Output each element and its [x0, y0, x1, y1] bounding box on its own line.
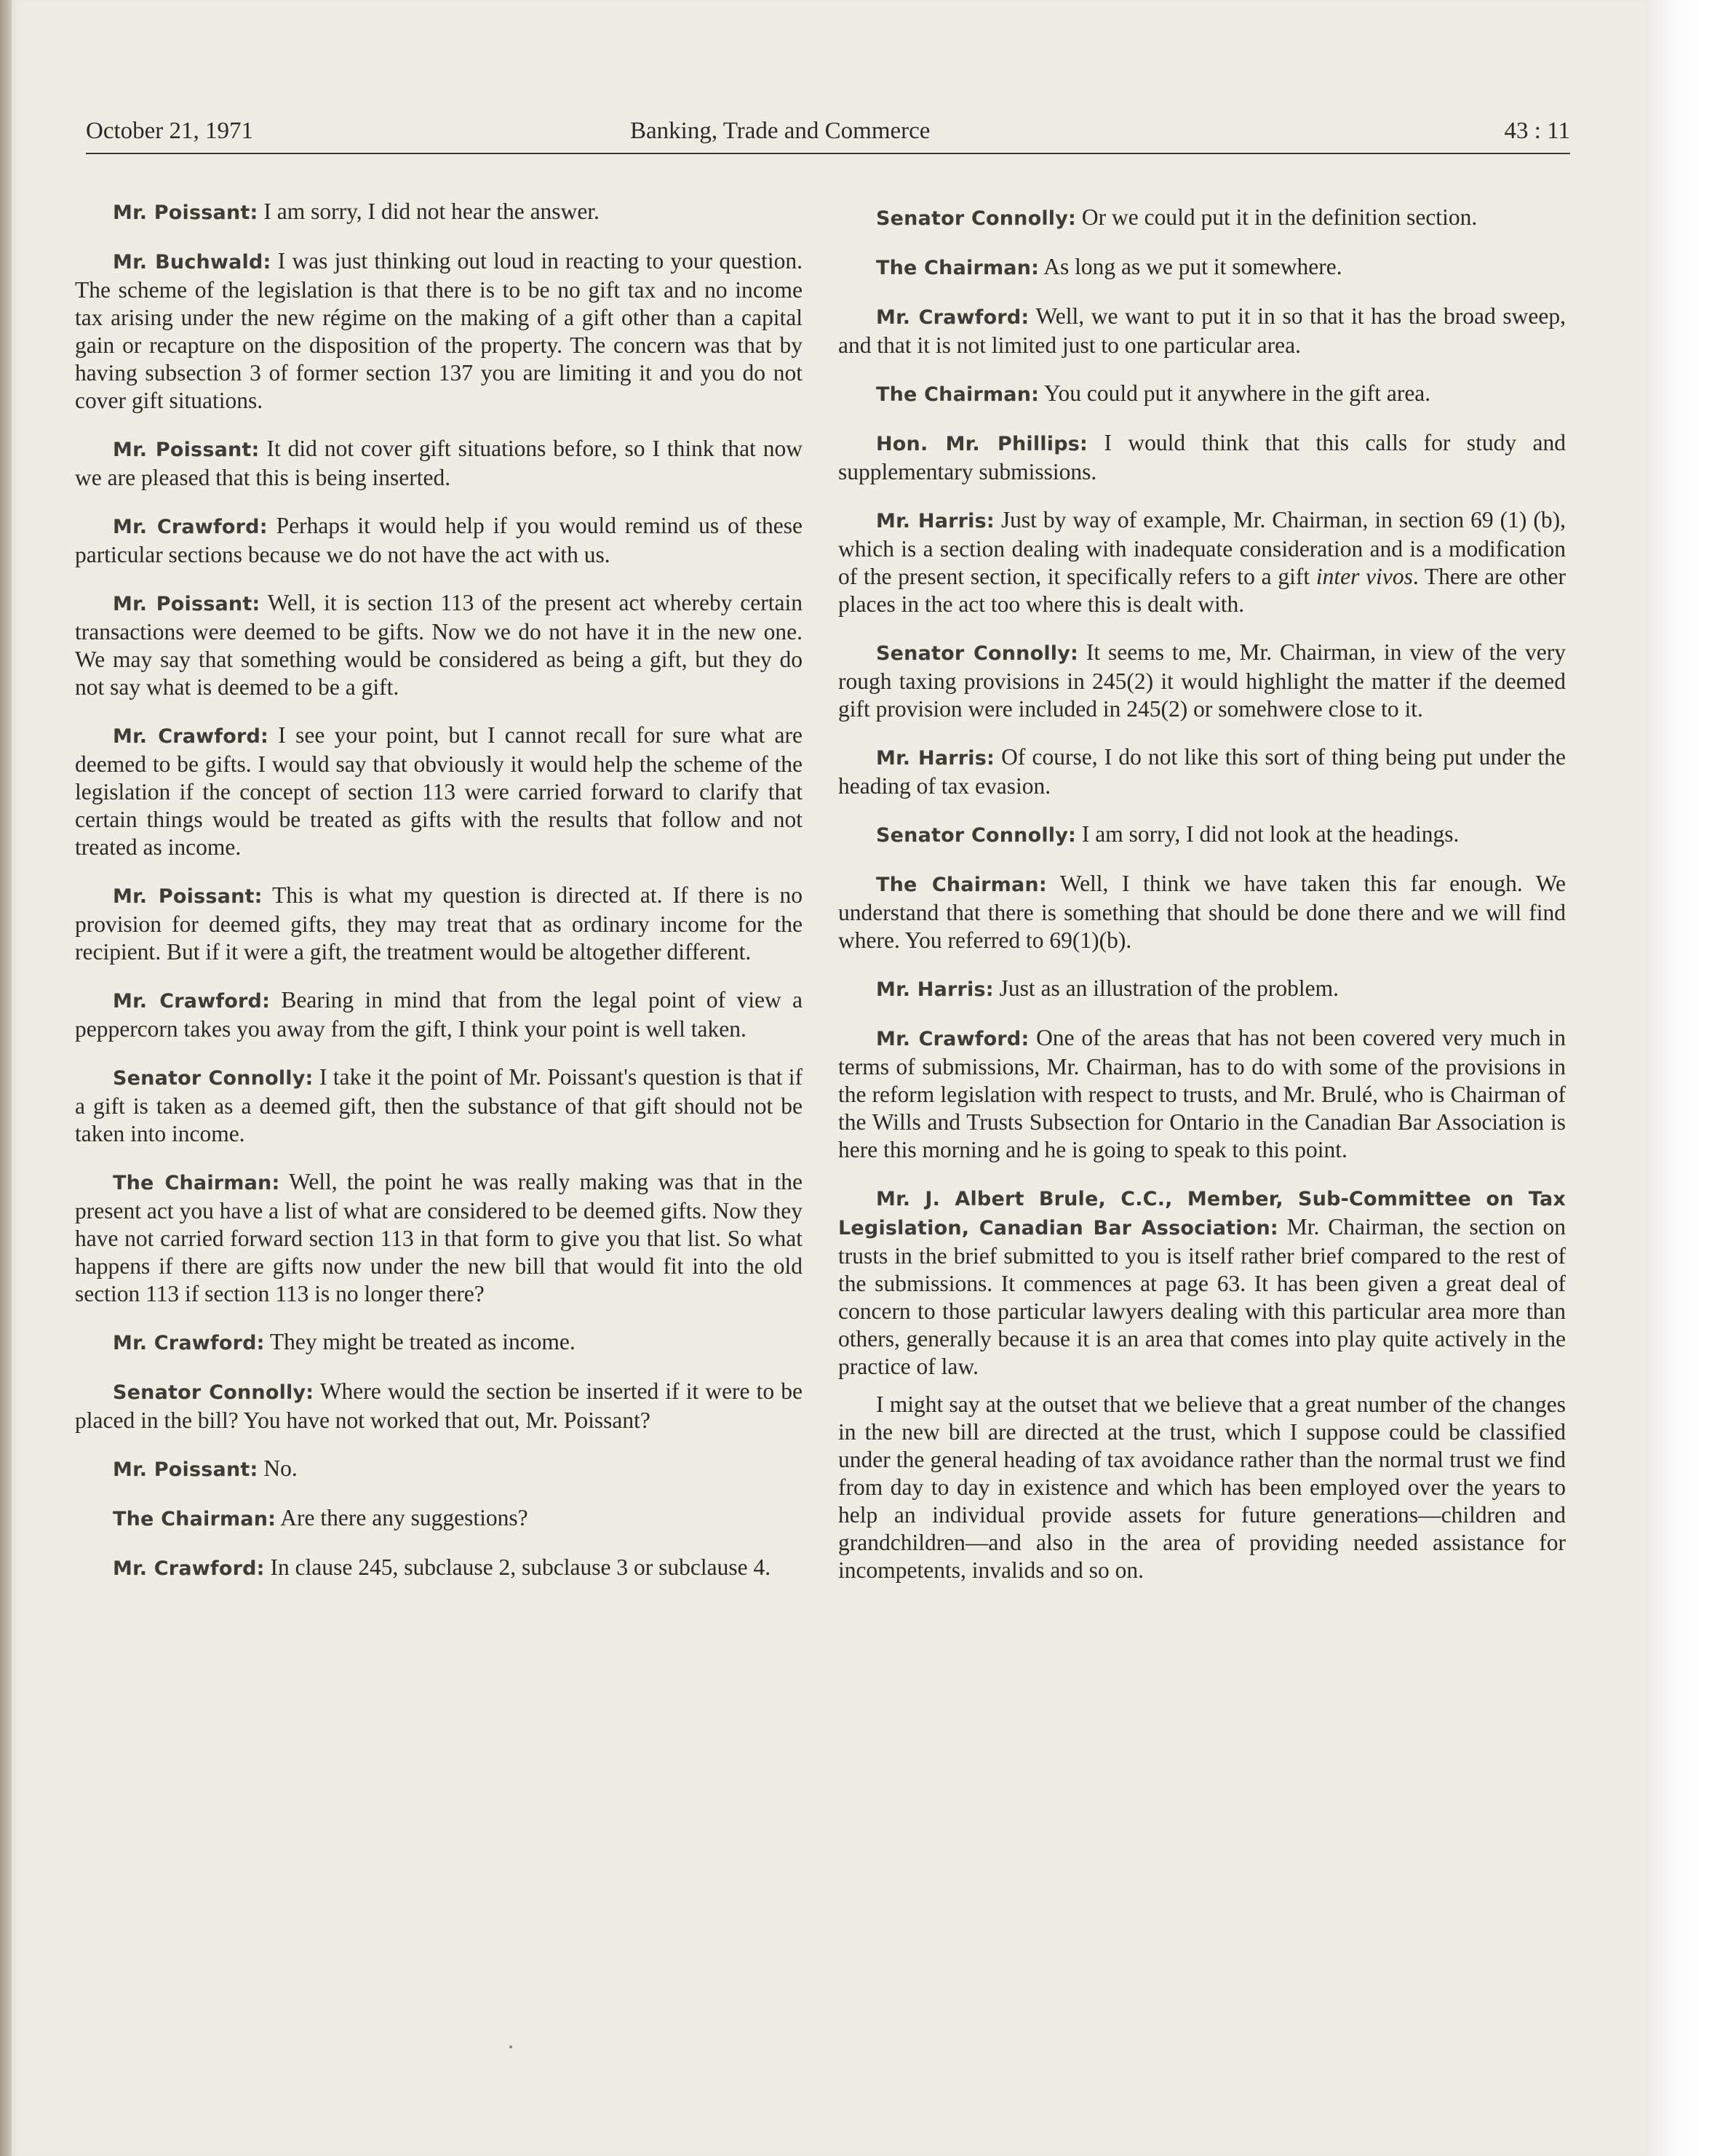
paragraph-text: One of the areas that has not been covered very much in terms of submissions, Mr. Chairman, has to do with some of the provisions in the reform legislation with respect to trusts, and Mr. Brulé, who is Chairman of the Wills and Trusts Subsection for Ontario in the Canadian Bar Association is here this morning and he is going to speak to this point. — [838, 1025, 1566, 1162]
speaker-name: Mr. Poissant: — [113, 439, 260, 461]
speaker-name: Senator Connolly: — [876, 642, 1079, 665]
paragraph — [75, 1455, 803, 1484]
page-margin — [1646, 0, 1712, 2156]
left-column — [75, 198, 803, 1603]
paragraph-text: I was just thinking out loud in reacting to your question. The scheme of the legislation is that there is to be no gift tax and no income tax arising under the new régime on the making of a gift other than a capital gain or recapture on the disposition of the property. The concern was that by having subsection 3 of former section 137 you are limiting it and you do not cover gift situations. — [75, 248, 803, 413]
italic-phrase: inter vivos — [1315, 564, 1413, 589]
paragraph-text: Just as an illustration of the problem. — [993, 975, 1339, 1001]
paragraph-text: Well, I think we have taken this far enough. We understand that there is something that should be done there and we will find where. You referred to 69(1)(b). — [838, 871, 1566, 953]
header-page-number: 43 : 11 — [1504, 118, 1570, 144]
speaker-name: The Chairman: — [113, 1172, 280, 1194]
paragraph-text: Where would the section be inserted if it were to be placed in the bill? You have not worked that out, Mr. Poissant? — [75, 1378, 803, 1433]
speaker-name: Hon. Mr. Phillips: — [876, 433, 1088, 455]
book-binding-edge — [0, 0, 12, 2156]
paragraph — [838, 303, 1566, 359]
speaker-name: The Chairman: — [876, 257, 1040, 279]
speaker-name: Mr. Harris: — [876, 747, 995, 770]
paragraph — [838, 380, 1566, 409]
paragraph-text: . There are other places in the act too where this is dealt with. — [838, 564, 1566, 617]
paragraph-text: In clause 245, subclause 2, subclause 3 or subclause 4. — [264, 1554, 771, 1580]
paragraph — [75, 882, 803, 966]
paragraph — [838, 1024, 1566, 1164]
speaker-name: Mr. Poissant: — [113, 885, 263, 908]
paragraph — [838, 639, 1566, 723]
paragraph — [838, 429, 1566, 486]
running-header — [86, 118, 1570, 156]
speaker-name: Mr. Crawford: — [113, 516, 268, 538]
speaker-name: The Chairman: — [113, 1508, 276, 1530]
paragraph-text: I am sorry, I did not hear the answer. — [258, 199, 600, 224]
speaker-name: Mr. Crawford: — [113, 990, 271, 1013]
speaker-name: Senator Connolly: — [113, 1067, 314, 1090]
paragraph-text: Just by way of example, Mr. Chairman, in section 69 (1) (b), which is a section dealing with inadequate consideration and is a modification of the present section, it specifically refers to a gift — [838, 507, 1566, 589]
paragraph-text: Perhaps it would help if you would remind us of these particular sections because we do not have the act with us. — [75, 513, 803, 567]
speaker-name: Mr. Crawford: — [113, 1557, 265, 1580]
paragraph — [75, 198, 803, 227]
paragraph — [75, 1063, 803, 1148]
speaker-name: Mr. Crawford: — [113, 725, 269, 748]
speaker-name: Mr. Harris: — [876, 978, 994, 1001]
paragraph — [838, 975, 1566, 1004]
speaker-name: Mr. Crawford: — [876, 306, 1030, 329]
paragraph — [75, 1328, 803, 1357]
paragraph-text: I am sorry, I did not look at the headings. — [1076, 821, 1460, 847]
paragraph — [838, 1391, 1566, 1584]
paragraph — [75, 722, 803, 861]
paragraph — [838, 204, 1566, 233]
speaker-name: Senator Connolly: — [876, 207, 1077, 230]
speaker-name: Mr. Poissant: — [113, 201, 258, 224]
paragraph — [75, 986, 803, 1043]
paragraph — [75, 589, 803, 701]
paragraph — [75, 1168, 803, 1308]
speaker-name: Mr. Harris: — [876, 510, 995, 532]
paragraph — [838, 821, 1566, 850]
paragraph-text: I see your point, but I cannot recall for sure what are deemed to be gifts. I would say that obviously it would help the scheme of the legislation if the concept of section 113 were carried forward to clarify that certain things would be treated as gifts with the results that follow and not treated as income. — [75, 722, 803, 860]
paragraph-text: Bearing in mind that from the legal point of view a peppercorn takes you away from the gift, I think your point is well taken. — [75, 987, 803, 1042]
speaker-name: Mr. Poissant: — [113, 1458, 258, 1481]
paragraph — [75, 247, 803, 415]
speaker-name: The Chairman: — [876, 874, 1047, 896]
paragraph-text: As long as we put it somewhere. — [1039, 254, 1342, 279]
paragraph — [838, 743, 1566, 800]
paragraph-text: I might say at the outset that we believe that a great number of the changes in the new bill are directed at the trust, which I suppose could be classified under the general heading of tax avoidance rather than the normal trust we find from day to day in existence and which has been employed over the years to help an individual provide assets for future generations—children and grandchildren—and also in the area of providing needed assistance for incompetents, invalids and so on. — [838, 1392, 1566, 1583]
speaker-name: Mr. Buchwald: — [113, 251, 271, 274]
paragraph — [75, 1378, 803, 1434]
speaker-name: Mr. Crawford: — [876, 1028, 1030, 1050]
paragraph-text: I would think that this calls for study and supplementary submissions. — [838, 430, 1566, 484]
speaker-name: Mr. Crawford: — [113, 1332, 265, 1354]
paragraph-text: Mr. Chairman, the section on trusts in the brief submitted to you is itself rather brief compared to the rest of the submissions. It commences at page 63. It has been given a great deal of concern to those particular lawyers dealing with this particular area more than others, generally because it is an area that comes into play quite actively in the practice of law. — [838, 1214, 1566, 1379]
paragraph-text: Well, we want to put it in so that it has the broad sweep, and that it is not limited just to one particular area. — [838, 303, 1566, 358]
paragraph — [838, 506, 1566, 618]
paragraph-text: It did not cover gift situations before, so I think that now we are pleased that this is being inserted. — [75, 436, 803, 490]
paragraph-text: No. — [258, 1456, 298, 1481]
paragraph — [838, 253, 1566, 282]
right-column — [838, 204, 1566, 1605]
paragraph-text: I take it the point of Mr. Poissant's question is that if a gift is taken as a deemed gift, then the substance of that gift should not be taken into income. — [75, 1064, 803, 1146]
header-title: Banking, Trade and Commerce — [630, 118, 931, 144]
paragraph — [75, 1504, 803, 1533]
paragraph — [75, 1554, 803, 1583]
speaker-name: Mr. Poissant: — [113, 593, 260, 615]
paragraph-text: This is what my question is directed at. If there is no provision for deemed gifts, they may treat that as ordinary income for the recipient. But if it were a gift, the treatment would be altogether different. — [75, 882, 803, 965]
header-date: October 21, 1971 — [86, 118, 254, 144]
paragraph-text: Well, the point he was really making was that in the present act you have a list of what are considered to be deemed gifts. Now they have not carried forward section 113 in that form to give you that list. So what happens if there are gifts now under the new bill that would fit into the old section 113 if section 113 is no longer there? — [75, 1169, 803, 1306]
header-rule — [86, 153, 1570, 154]
paragraph-text: Of course, I do not like this sort of thing being put under the heading of tax evasion. — [838, 744, 1566, 799]
paragraph-text: They might be treated as income. — [264, 1329, 576, 1354]
paragraph-text: Are there any suggestions? — [276, 1505, 528, 1530]
paragraph — [75, 512, 803, 569]
paragraph — [838, 870, 1566, 954]
speaker-name: Mr. J. Albert Brule, C.C., Member, Sub-Committee on Tax Legislation, Canadian Bar Association: — [838, 1188, 1566, 1239]
paragraph-text: You could put it anywhere in the gift area. — [1039, 380, 1431, 406]
speaker-name: Senator Connolly: — [113, 1381, 314, 1404]
paragraph-text: Or we could put it in the definition section. — [1076, 204, 1478, 230]
paragraph-text: It seems to me, Mr. Chairman, in view of the very rough taxing provisions in 245(2) it would highlight the matter if the deemed gift provision were included in 245(2) or somehwere close to it. — [838, 639, 1566, 722]
speaker-name: Senator Connolly: — [876, 824, 1077, 847]
paragraph — [75, 435, 803, 492]
speaker-name: The Chairman: — [876, 383, 1040, 406]
paragraph — [838, 1184, 1566, 1381]
paper-speck — [509, 2045, 512, 2048]
paragraph-text: Well, it is section 113 of the present act whereby certain transactions were deemed to be gifts. Now we do not have it in the new one. We may say that something would be considered as being a gift, but they do not say what is deemed to be a gift. — [75, 590, 803, 700]
